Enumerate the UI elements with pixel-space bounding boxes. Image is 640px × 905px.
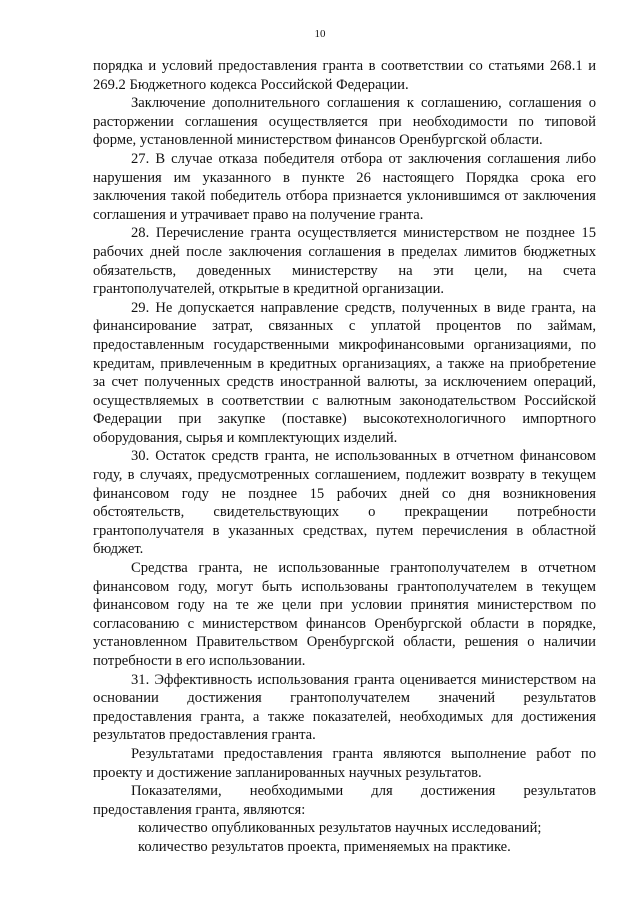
paragraph-29: 29. Не допускается направление средств, полученных в виде гранта, на финансирование затрат, связанных с уплатой процентов по займам, предоставленным государственными микрофинансовыми организациями, по кредитам, привлеченным в кредитных организациях, а также на приобретение за счет полученных средств иностранной валюты, за исключением операций, осуществляемых в соответствии с валютным законодательством Российской Федерации при закупке (поставке) высокотехнологичного импортного оборудования, сырья и комплектующих изделий. bbox=[93, 299, 596, 446]
indicator-list-item: количество опубликованных результатов научных исследований; bbox=[138, 820, 542, 837]
paragraph-indicators: Показателями, необходимыми для достижения результатов предоставления гранта, являются: bbox=[93, 783, 596, 818]
document-body bbox=[93, 57, 596, 857]
paragraph-31: 31. Эффективность использования гранта оценивается министерством на основании достижения грантополучателем значений результатов предоставления гранта, а также показателей, необходимых для достижения результатов предоставления гранта. bbox=[93, 671, 596, 744]
paragraph-30: 30. Остаток средств гранта, не использованных в отчетном финансовом году, в случаях, предусмотренных соглашением, подлежит возврату в текущем финансовом году не позднее 15 рабочих дней со дня возникновения обстоятельств, свидетельствующих о прекращении потребности грантополучателя в указанных средствах, путем перечисления в областной бюджет. bbox=[93, 448, 596, 558]
paragraph-27: 27. В случае отказа победителя отбора от заключения соглашения либо нарушения им указанного в пункте 26 настоящего Порядка срока его заключения такой победитель отбора признается уклонившимся от заключения соглашения и утрачивает право на получение гранта. bbox=[93, 150, 596, 223]
paragraph-28: 28. Перечисление гранта осуществляется министерством не позднее 15 рабочих дней после заключения соглашения в пределах лимитов бюджетных обязательств, доведенных министерству на эти цели, на счета грантополучателей, открытые в кредитной организации. bbox=[93, 225, 596, 298]
page-number: 10 bbox=[314, 28, 326, 40]
paragraph-additional-agreement: Заключение дополнительного соглашения к соглашению, соглашения о расторжении соглашения осуществляется при необходимости по типовой форме, установленной министерством финансов Оренбургской области. bbox=[93, 95, 596, 149]
indicator-list-item: количество результатов проекта, применяемых на практике. bbox=[138, 838, 511, 855]
paragraph-continuation: порядка и условий предоставления гранта в соответствии со статьями 268.1 и 269.2 Бюджетного кодекса Российской Федерации. bbox=[93, 58, 596, 93]
paragraph-unused-funds: Средства гранта, не использованные грантополучателем в отчетном финансовом году, могут быть использованы грантополучателем в текущем финансовом году на те же цели при условии принятия министерством по согласованию с министерством финансов Оренбургской области в порядке, установленном Правительством Оренбургской области, решения о наличии потребности в его использовании. bbox=[93, 560, 596, 669]
paragraph-results: Результатами предоставления гранта являются выполнение работ по проекту и достижение запланированных научных результатов. bbox=[93, 745, 596, 781]
